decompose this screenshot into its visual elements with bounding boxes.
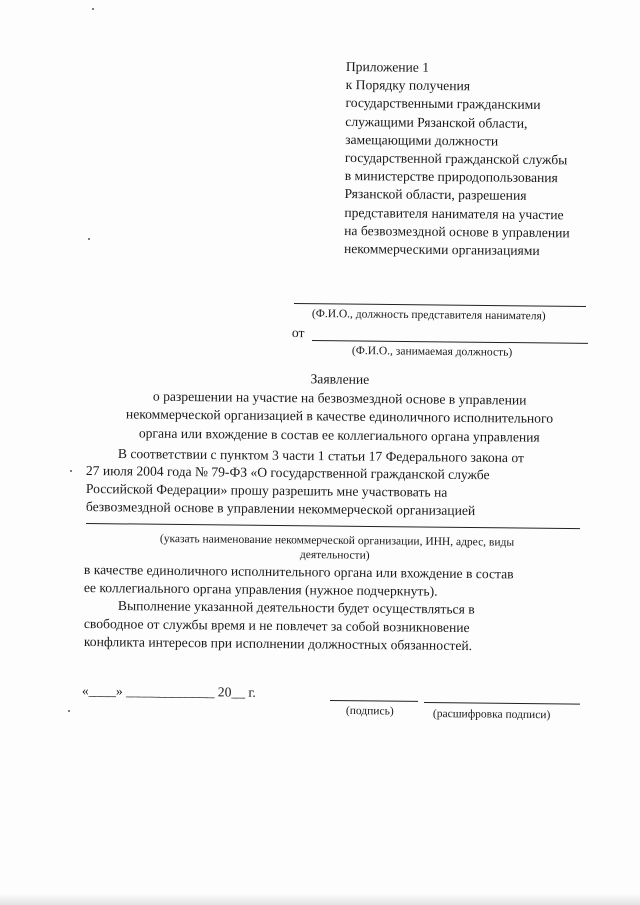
scan-speck <box>88 238 90 240</box>
title-line: органа или вхождение в состав ее коллегиального органа управления <box>138 425 540 445</box>
appendix-line: некоммерческими организациями <box>343 241 540 259</box>
body-line: Выполнение указанной деятельности будет осуществляться в <box>117 598 475 617</box>
date-field[interactable]: «____» _____________ 20__ г. <box>81 683 256 700</box>
title-word: Заявление <box>310 371 370 387</box>
scan-speck <box>92 8 94 10</box>
body-line: В соответствии с пунктом 3 части 1 статьи 17 Федерального закона от <box>117 446 525 466</box>
organization-name-line[interactable] <box>86 523 580 529</box>
appendix-line: в министерстве природопользования <box>344 168 558 186</box>
employer-name-line[interactable] <box>294 303 586 307</box>
signature-line[interactable] <box>330 700 418 702</box>
employee-caption: (Ф.И.О., занимаемая должность) <box>351 345 513 359</box>
organization-caption: (указать наименование некоммерческой организации, ИНН, адрес, виды <box>159 533 515 549</box>
appendix-line: на безвозмездной основе в управлении <box>344 222 570 241</box>
body-line: свободное от службы время и не повлечет за собой возникновение <box>83 616 470 636</box>
scan-edge <box>0 893 640 905</box>
organization-caption-cont: деятельности) <box>299 549 370 562</box>
from-label: от <box>291 325 305 341</box>
title-line: о разрешении на участие на безвозмездной основе в управлении <box>152 388 527 408</box>
body-line: безвозмездной основе в управлении некоммерческой организацией <box>85 499 476 519</box>
signature-decoding-line[interactable] <box>424 702 580 705</box>
appendix-line: служащими Рязанской области, <box>345 113 528 131</box>
appendix-block <box>344 58 606 261</box>
appendix-line: Приложение 1 <box>345 58 430 75</box>
appendix-line: Рязанской области, разрешения <box>344 186 527 204</box>
scan-speck <box>68 710 70 712</box>
title-line: некоммерческой организацией в качестве единоличного исполнительного <box>125 406 554 427</box>
appendix-line: государственными гражданскими <box>345 95 541 113</box>
scan-speck <box>70 470 72 472</box>
signature-caption: (подпись) <box>345 705 394 718</box>
appendix-line: представителя нанимателя на участие <box>344 204 564 222</box>
appendix-line: замещающими должности <box>345 131 499 149</box>
appendix-line: государственной гражданской службы <box>344 150 568 168</box>
body-line: ее коллегиального органа управления (нужное подчеркнуть). <box>83 580 438 599</box>
body-line: Российской Федерации» прошу разрешить мне участвовать на <box>85 481 448 500</box>
statement-title <box>89 368 590 448</box>
employer-caption: (Ф.И.О., должность представителя нанимателя) <box>311 308 546 323</box>
body-line: в качестве единоличного исполнительного органа или вхождение в состав <box>83 562 514 582</box>
employee-name-line[interactable] <box>312 340 588 344</box>
signature-decoding-caption: (расшифровка подписи) <box>432 708 551 722</box>
body-line: конфликта интересов при исполнении должностных обязанностей. <box>83 634 473 654</box>
body-line: 27 июля 2004 года № 79-ФЗ «О государственной гражданской службе <box>85 463 490 483</box>
appendix-line: к Порядку получения <box>345 77 471 94</box>
